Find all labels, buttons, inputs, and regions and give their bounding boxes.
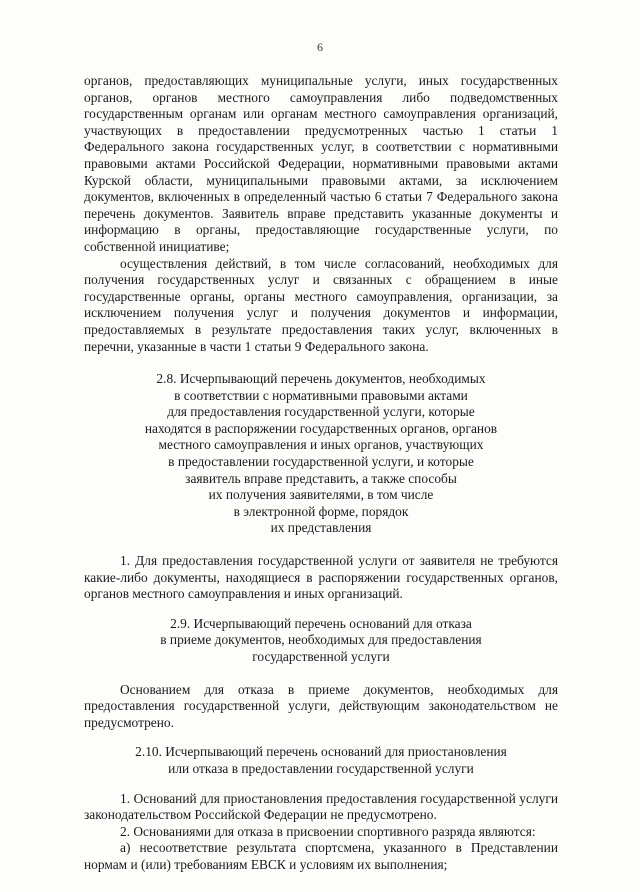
section-heading-2-8 — [84, 371, 558, 537]
heading-line: их получения заявителями, в том числе — [208, 487, 434, 503]
heading-line: государственной услуги — [252, 649, 390, 664]
paragraph-continued: органов, предоставляющих муниципальные услуги, иных государственных органов, органов местного самоуправления либо подведомственных государственным органам или органам местного самоуправления организаций, участвующих в предоставлении предусмотренных частью 1 статьи 1 Федерального закона государственных услуг, в соответствии с нормативными правовыми актами Российской Федерации, нормативными правовыми актами Курской области, муниципальными правовыми актами, за исключением документов, включенных в определенный частью 6 статьи 7 Федерального закона перечень документов. Заявитель вправе представить указанные документы и информацию в органы, предоставляющие государственные услуги, по собственной инициативе; — [84, 73, 558, 254]
heading-line: 2.9. Исчерпывающий перечень оснований для отказа — [170, 615, 472, 631]
document-body — [84, 73, 558, 874]
paragraph-2-8-1: 1. Для предоставления государственной услуги от заявителя не требуются какие-либо документы, находящиеся в распоряжении государственных органов, органов местного самоуправления и иных организаций. — [84, 553, 558, 602]
heading-line: их представления — [270, 520, 372, 536]
paragraph-2-9: Основанием для отказа в приеме документов, необходимых для предоставления государственной услуги, действующим законодательством не предусмотрено. — [84, 681, 558, 730]
paragraph-2-10-2a: а) несоответствие результата спортсмена, указанного в Представлении нормам и (или) требованиям ЕВСК и условиям их выполнения; — [84, 840, 558, 872]
heading-line: находятся в распоряжении государственных органов, органов — [144, 420, 498, 436]
paragraph-actions: осуществления действий, в том числе согласований, необходимых для получения государственных услуг и связанных с обращением в иные государственные органы, органы местного самоуправления, организации, за исключением получения услуг и получения документов и информации, предоставляемых в результате предоставления таких услуг, включенных в перечни, указанные в части 1 статьи 9 Федерального закона. — [84, 255, 558, 354]
section-heading-2-9 — [84, 616, 558, 666]
heading-line: местного самоуправления и иных органов, участвующих — [158, 437, 484, 453]
page-number: 6 — [317, 40, 323, 54]
paragraph-2-10-1: 1. Оснований для приостановления предоставления государственной услуги законодательством Российской Федерации не предусмотрено. — [84, 790, 558, 823]
heading-line: 2.8. Исчерпывающий перечень документов, необходимых — [156, 371, 486, 387]
heading-line: 2.10. Исчерпывающий перечень оснований для приостановления — [135, 744, 507, 760]
heading-line: в предоставлении государственной услуги, и которые — [168, 454, 474, 470]
heading-line: в приеме документов, необходимых для предоставления — [160, 632, 482, 648]
heading-line: в соответствии с нормативными правовыми актами — [174, 387, 468, 403]
heading-line: заявитель вправе представить, а также способы — [185, 470, 457, 486]
paragraph-2-10-2: 2. Основаниями для отказа в присвоении спортивного разряда являются: — [120, 823, 536, 839]
heading-line: для предоставления государственной услуги, которые — [167, 404, 475, 420]
section-heading-2-10 — [84, 744, 558, 777]
heading-line: в электронной форме, порядок — [233, 503, 409, 519]
heading-line: или отказа в предоставлении государственной услуги — [168, 760, 474, 776]
